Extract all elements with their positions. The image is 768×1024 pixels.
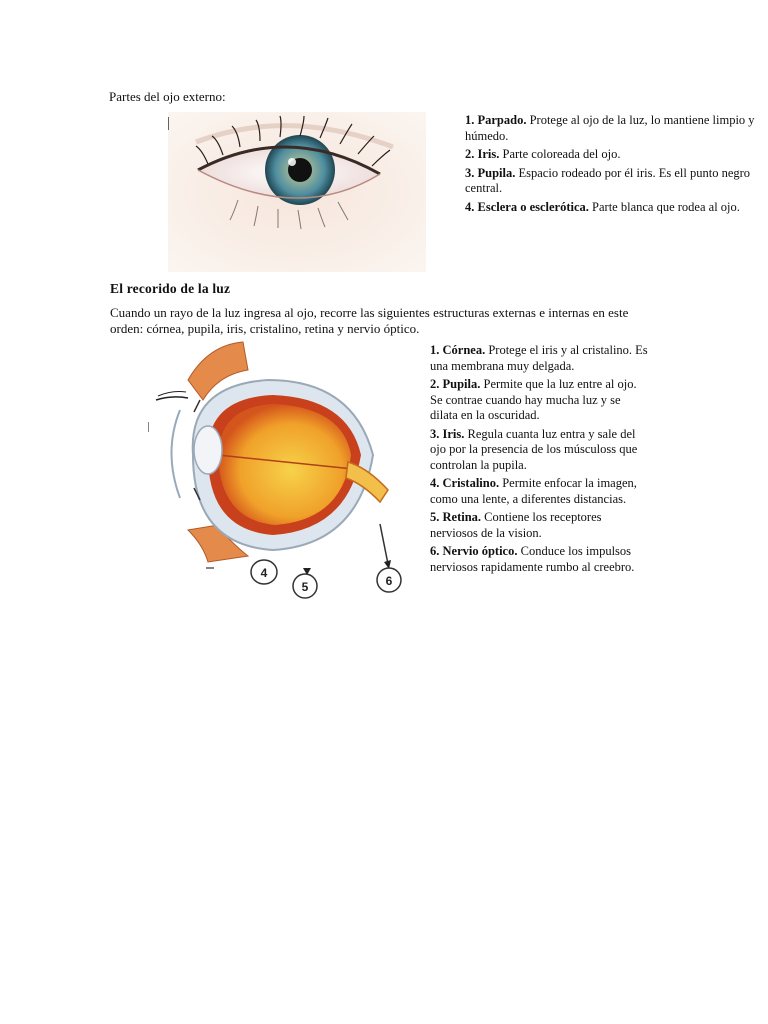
intro-text: Partes del ojo externo:: [109, 89, 226, 104]
list-item: 1. Córnea. Protege el iris y al cristalino. Es una membrana muy delgada.: [430, 343, 648, 373]
list-item: 2. Pupila. Permite que la luz entre al ojo. Se contrae cuando hay mucha luz y se dilata en la oscuridad.: [430, 377, 637, 422]
list-item: 4. Esclera o esclerótica. Parte blanca que rodea al ojo.: [465, 199, 740, 214]
list-item: 5. Retina. Contiene los receptores nerviosos de la vision.: [430, 510, 602, 540]
diagram-label-5: 5: [301, 580, 309, 594]
internal-parts-list: [430, 343, 650, 578]
list-item: 6. Nervio óptico. Conduce los impulsos nerviosos rapidamente rumbo al creebro.: [430, 544, 635, 574]
diagram-label-4: 4: [260, 566, 268, 580]
section-paragraph: Cuando un rayo de la luz ingresa al ojo, recorre las siguientes estructuras externas e internas en este orden: córnea, pupila, iris, cristalino, retina y nervio óptico.: [110, 305, 629, 336]
list-item: 3. Iris. Regula cuanta luz entra y sale del ojo por la presencia de los músculoss que controlan la pupila.: [430, 426, 638, 472]
eye-photo: [168, 112, 426, 272]
list-item: 1. Parpado. Protege al ojo de la luz, lo mantiene limpio y húmedo.: [465, 113, 755, 143]
list-item: 4. Cristalino. Permite enfocar la imagen, como una lente, a diferentes distancias.: [430, 476, 637, 506]
eye-cross-section-diagram: [148, 340, 408, 602]
list-item: 3. Pupila. Espacio rodeado por él iris. Es ell punto negro central.: [465, 165, 751, 195]
section-heading: El recorido de la luz: [110, 281, 231, 296]
external-parts-list: [465, 113, 760, 218]
diagram-label-6: 6: [385, 574, 393, 588]
list-item: 2. Iris. Parte coloreada del ojo.: [465, 147, 621, 161]
